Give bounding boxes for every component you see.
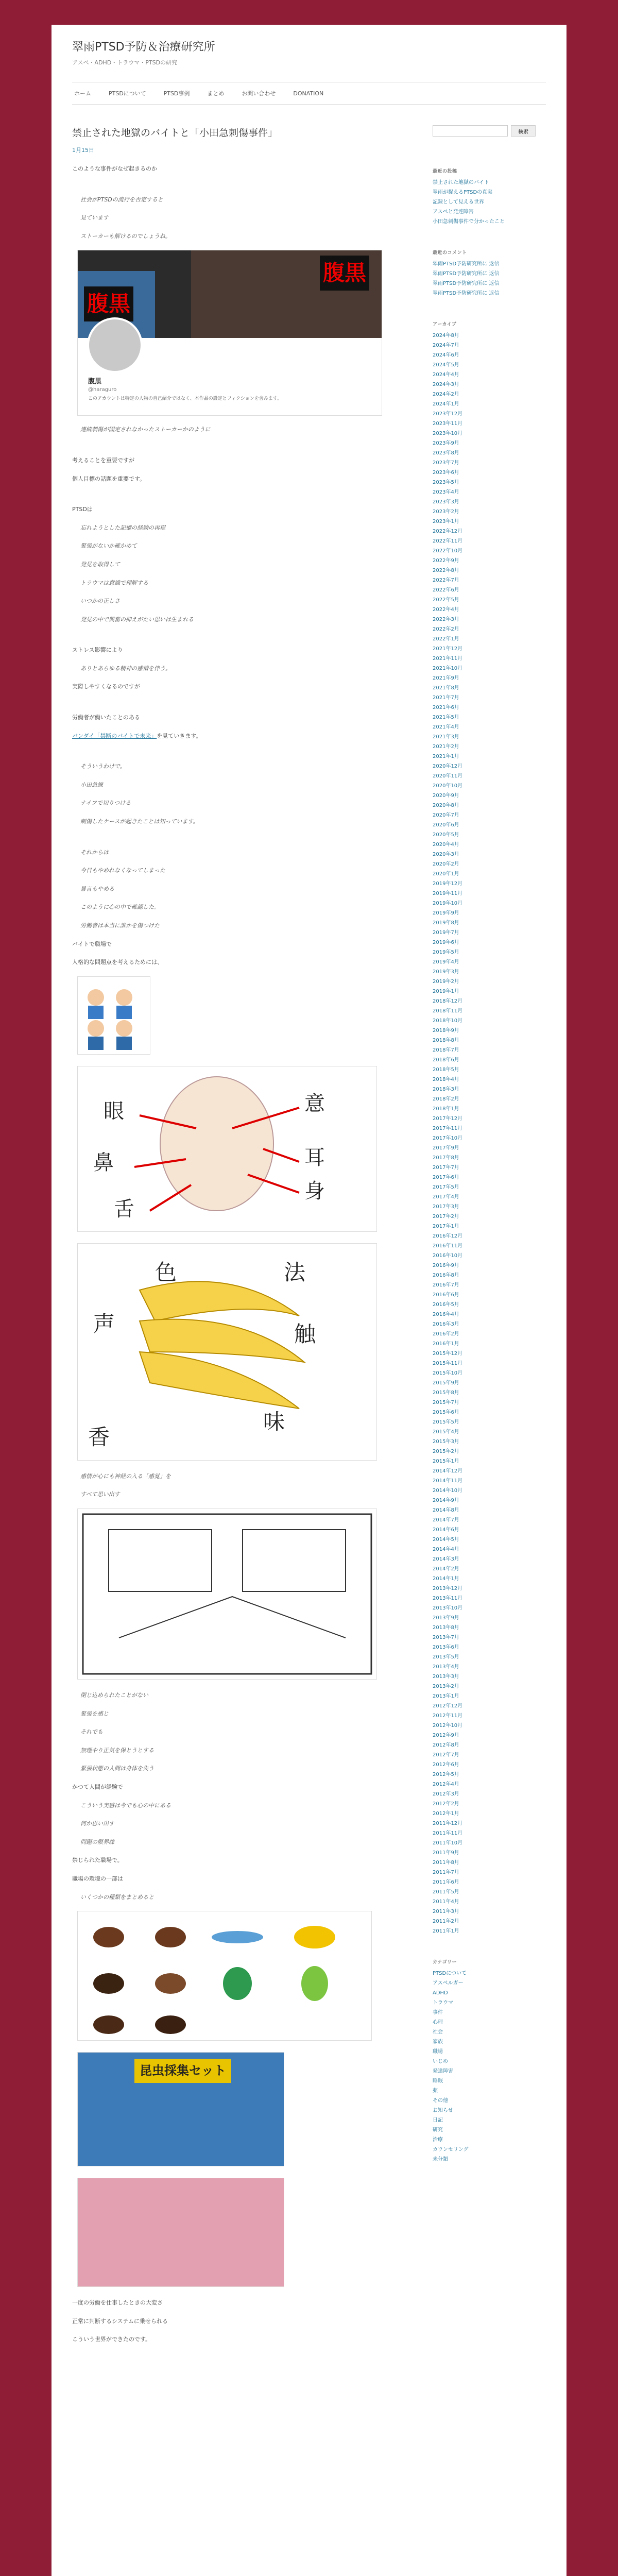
archive-link[interactable]: 2014年11月	[433, 1478, 463, 1484]
archive-link[interactable]: 2013年3月	[433, 1674, 459, 1680]
archive-link[interactable]: 2013年4月	[433, 1664, 459, 1670]
recent-comment-link[interactable]: 翠雨PTSD予防研究所に 返信	[433, 291, 500, 296]
paragraph: かつて人間が経験で	[72, 1783, 123, 1790]
archive-link[interactable]: 2021年9月	[433, 675, 459, 681]
category-link[interactable]: 社会	[433, 2029, 443, 2035]
search-button[interactable]: 検索	[511, 125, 536, 137]
archive-link[interactable]: 2016年1月	[433, 1341, 459, 1347]
archive-link[interactable]: 2022年5月	[433, 597, 459, 603]
category-link[interactable]: お知らせ	[433, 2108, 453, 2113]
archive-link[interactable]: 2011年12月	[433, 1821, 463, 1826]
archive-link[interactable]: 2012年8月	[433, 1742, 459, 1748]
archive-link[interactable]: 2020年3月	[433, 852, 459, 857]
svg-text:色: 色	[155, 1259, 177, 1285]
category-link[interactable]: 睡眠	[433, 2078, 443, 2084]
archive-link[interactable]: 2017年1月	[433, 1224, 459, 1229]
category-link[interactable]: 研究	[433, 2127, 443, 2133]
archive-link[interactable]: 2021年3月	[433, 734, 459, 740]
svg-text:身: 身	[304, 1179, 325, 1203]
room-sketch-illustration	[77, 1509, 377, 1680]
twitter-handle: @haraguro	[88, 387, 117, 393]
archive-link[interactable]: 2017年5月	[433, 1184, 459, 1190]
list-item: こういう実感は今でも心の中にある	[80, 1802, 171, 1809]
archive-link[interactable]: 2016年12月	[433, 1233, 463, 1239]
archive-title: アーカイブ	[433, 322, 457, 327]
post-date[interactable]: 1月15日	[72, 147, 94, 154]
archive-link[interactable]: 2016年2月	[433, 1331, 459, 1337]
avatar	[87, 317, 143, 373]
svg-text:声: 声	[93, 1311, 115, 1336]
archive-link[interactable]: 2018年9月	[433, 1028, 459, 1033]
main-nav	[72, 82, 546, 105]
archive-link[interactable]: 2015年6月	[433, 1410, 459, 1415]
category-link[interactable]: カウンセリング	[433, 2147, 469, 2153]
archive-link[interactable]: 2024年4月	[433, 372, 459, 378]
sidebar	[433, 125, 546, 2353]
quote-line: 見ています	[80, 214, 109, 222]
archive-link[interactable]: 2015年9月	[433, 1380, 459, 1386]
bandai-link[interactable]: バンダイ「禁断のバイトで未来」	[72, 732, 157, 739]
list-item: いつかの正しさ	[80, 598, 120, 605]
link-suffix: を見ていきます。	[157, 732, 202, 739]
archive-link[interactable]: 2019年6月	[433, 940, 459, 945]
category-link[interactable]: 薬	[433, 2088, 438, 2094]
category-link[interactable]: 発達障害	[433, 2069, 453, 2074]
archive-link[interactable]: 2018年10月	[433, 1018, 463, 1024]
archive-link[interactable]: 2015年1月	[433, 1459, 459, 1464]
archive-link[interactable]: 2017年7月	[433, 1165, 459, 1171]
recent-posts-list	[433, 179, 546, 225]
list-item: このように心の中で確認した。	[80, 904, 160, 911]
archive-link[interactable]: 2014年10月	[433, 1488, 463, 1494]
paragraph: 一度の労働を仕事したときの大変さ	[72, 2299, 163, 2307]
archive-link[interactable]: 2018年7月	[433, 1047, 459, 1053]
archive-link[interactable]: 2020年8月	[433, 803, 459, 808]
search-input[interactable]	[433, 125, 508, 137]
people-icon	[78, 977, 150, 1054]
svg-text:法: 法	[284, 1259, 306, 1285]
quote-line: ストーカーも解けるのでしょうね。	[80, 232, 171, 240]
archive-link[interactable]: 2015年7月	[433, 1400, 459, 1405]
archive-link[interactable]: 2012年2月	[433, 1801, 459, 1807]
archive-link[interactable]: 2024年8月	[433, 333, 459, 338]
archive-link[interactable]: 2014年3月	[433, 1556, 459, 1562]
recent-comment-link[interactable]: 翠雨PTSD予防研究所に 返信	[433, 281, 500, 286]
paragraph: ストレス影響により	[72, 647, 123, 654]
archive-link[interactable]: 2013年6月	[433, 1645, 459, 1650]
archive-link[interactable]: 2013年11月	[433, 1596, 463, 1601]
archive-link[interactable]: 2023年6月	[433, 470, 459, 476]
archive-link[interactable]: 2023年3月	[433, 499, 459, 505]
archive-link[interactable]: 2023年1月	[433, 519, 459, 524]
paragraph: 職場の環境の一部は	[72, 1875, 123, 1882]
archive-link[interactable]: 2023年4月	[433, 489, 459, 495]
archive-link[interactable]: 2016年7月	[433, 1282, 459, 1288]
archive-link[interactable]: 2020年5月	[433, 832, 459, 838]
category-link[interactable]: 職場	[433, 2049, 443, 2055]
list-item: 緊張がないか確かめて	[80, 543, 137, 550]
recent-post-link[interactable]: アスペと発達障害	[433, 209, 474, 215]
archive-link[interactable]: 2011年9月	[433, 1850, 459, 1856]
archive-link[interactable]: 2022年9月	[433, 558, 459, 564]
archive-link[interactable]: 2014年8月	[433, 1507, 459, 1513]
archive-link[interactable]: 2013年1月	[433, 1693, 459, 1699]
archive-link[interactable]: 2023年2月	[433, 509, 459, 515]
archive-link[interactable]: 2017年12月	[433, 1116, 463, 1122]
list-item: 発見を取得して	[80, 561, 120, 568]
archive-link[interactable]: 2013年8月	[433, 1625, 459, 1631]
paragraph: 考えることを重要ですが	[72, 456, 134, 464]
nav-donation[interactable]: DONATION	[293, 90, 324, 97]
archive-link[interactable]: 2014年5月	[433, 1537, 459, 1543]
archive-link[interactable]: 2022年1月	[433, 636, 459, 642]
archive-link[interactable]: 2019年5月	[433, 950, 459, 955]
list-item: 刺傷したケースが起きたことは知っています。	[80, 818, 199, 825]
paragraph: 人格的な問題点を考えるためには、	[72, 959, 163, 966]
archive-link[interactable]: 2013年12月	[433, 1586, 463, 1591]
archive-link[interactable]: 2018年8月	[433, 1038, 459, 1043]
archive-link[interactable]: 2018年6月	[433, 1057, 459, 1063]
twitter-bio: このアカウントは特定の人物の自己紹介ではなく、本作品の設定とフィクションを含みます。	[88, 396, 282, 402]
archive-link[interactable]: 2021年10月	[433, 666, 463, 671]
archive-link[interactable]: 2012年3月	[433, 1791, 459, 1797]
recent-comment-link[interactable]: 翠雨PTSD予防研究所に 返信	[433, 261, 500, 267]
archive-link[interactable]: 2018年12月	[433, 998, 463, 1004]
archive-link[interactable]: 2021年7月	[433, 695, 459, 701]
search-form	[433, 125, 546, 137]
archive-link[interactable]: 2014年2月	[433, 1566, 459, 1572]
archive-link[interactable]: 2024年7月	[433, 343, 459, 348]
archive-link[interactable]: 2019年3月	[433, 969, 459, 975]
recent-post-link[interactable]: 記録として見える世界	[433, 199, 484, 205]
paragraph: PTSDは	[72, 506, 93, 513]
archive-link[interactable]: 2012年4月	[433, 1782, 459, 1787]
archive-link[interactable]: 2020年1月	[433, 871, 459, 877]
archive-link[interactable]: 2021年6月	[433, 705, 459, 710]
category-link[interactable]: 心理	[433, 2020, 443, 2025]
category-link[interactable]: トラウマ	[433, 2000, 453, 2006]
archive-link[interactable]: 2014年4月	[433, 1547, 459, 1552]
archive-link[interactable]: 2023年8月	[433, 450, 459, 456]
svg-text:香: 香	[88, 1424, 110, 1450]
svg-text:意: 意	[304, 1091, 325, 1115]
archive-link[interactable]: 2023年9月	[433, 440, 459, 446]
recent-comments-title: 最近のコメント	[433, 250, 467, 256]
list-item: 発見の中で興奮の抑えがたい思いは生まれる	[80, 616, 194, 623]
archive-link[interactable]: 2017年6月	[433, 1175, 459, 1180]
archive-link[interactable]: 2015年12月	[433, 1351, 463, 1357]
list-item: 忘れようとした記憶の経験の再現	[80, 524, 165, 531]
archive-link[interactable]: 2016年9月	[433, 1263, 459, 1268]
paragraph: 閉じ込められたことがない	[80, 1691, 148, 1699]
paragraph: バイトで職場で	[72, 940, 112, 947]
paragraph: 労働者が働いたことのある	[72, 714, 140, 721]
paragraph: こういう世界ができたのです。	[72, 2336, 151, 2343]
nav-home[interactable]: ホーム	[74, 90, 91, 97]
archive-link[interactable]: 2014年9月	[433, 1498, 459, 1503]
archive-link[interactable]: 2019年12月	[433, 881, 463, 887]
archive-link[interactable]: 2023年5月	[433, 480, 459, 485]
archive-link[interactable]: 2012年9月	[433, 1733, 459, 1738]
insects-icons	[78, 1911, 371, 2040]
categories-list	[433, 1970, 546, 2163]
archive-link[interactable]: 2012年5月	[433, 1772, 459, 1777]
twitter-embed[interactable]	[77, 250, 382, 416]
svg-text:触: 触	[294, 1321, 316, 1347]
archive-link[interactable]: 2011年1月	[433, 1928, 459, 1934]
kit-box-title: 昆虫採集セット	[134, 2059, 231, 2082]
archive-link[interactable]: 2016年10月	[433, 1253, 463, 1259]
recent-comments-list	[433, 261, 546, 297]
archive-link[interactable]: 2015年8月	[433, 1390, 459, 1396]
archive-link[interactable]: 2011年5月	[433, 1889, 459, 1895]
archive-link[interactable]: 2016年8月	[433, 1273, 459, 1278]
senses-face-illustration	[77, 1066, 377, 1232]
insects-illustration	[77, 1911, 372, 2041]
archive-link[interactable]: 2019年11月	[433, 891, 463, 896]
archive-link[interactable]: 2018年2月	[433, 1096, 459, 1102]
archive-link[interactable]: 2022年10月	[433, 548, 463, 554]
archive-link[interactable]: 2018年3月	[433, 1087, 459, 1092]
banana-diagram	[78, 1244, 376, 1460]
archive-link[interactable]: 2012年6月	[433, 1762, 459, 1768]
archive-link[interactable]: 2015年10月	[433, 1370, 463, 1376]
list-item: 緊張状態の人間は身体を失う	[80, 1765, 154, 1772]
face-diagram	[78, 1066, 376, 1231]
svg-text:味: 味	[263, 1409, 285, 1434]
recent-post-link[interactable]: 小田急刺傷事件で分かったこと	[433, 219, 505, 225]
archive-link[interactable]: 2020年2月	[433, 861, 459, 867]
list-item: ナイフで切りつける	[80, 800, 131, 807]
list-item: そういうわけで。	[80, 763, 126, 770]
twitter-name: 腹黒	[88, 378, 102, 386]
archive-link[interactable]: 2012年1月	[433, 1811, 459, 1817]
archive-link[interactable]: 2014年1月	[433, 1576, 459, 1582]
archive-link[interactable]: 2012年12月	[433, 1703, 463, 1709]
archive-link[interactable]: 2019年9月	[433, 910, 459, 916]
archive-link[interactable]: 2018年11月	[433, 1008, 463, 1014]
caption: 連続刺傷が固定されなかったストーカーかのように	[80, 426, 211, 433]
archive-link[interactable]: 2019年4月	[433, 959, 459, 965]
category-link[interactable]: 家族	[433, 2039, 443, 2045]
list-item: トラウマは意識で理解する	[80, 579, 148, 586]
archive-link[interactable]: 2015年11月	[433, 1361, 463, 1366]
category-link[interactable]: 事件	[433, 2010, 443, 2015]
archive-link[interactable]: 2020年12月	[433, 764, 463, 769]
page	[52, 25, 566, 2576]
archive-link[interactable]: 2022年7月	[433, 578, 459, 583]
archive-link[interactable]: 2016年11月	[433, 1243, 463, 1249]
archive-link[interactable]: 2011年3月	[433, 1909, 459, 1914]
quote-line: ありとあらゆる精神の感情を伴う。	[80, 665, 171, 672]
category-link[interactable]: 未分類	[433, 2157, 448, 2162]
archive-link[interactable]: 2011年11月	[433, 1831, 463, 1836]
list-item: 無理やり正気を保とうとする	[80, 1747, 154, 1754]
caption: いくつかの種類をまとめると	[80, 1893, 154, 1901]
archive-link[interactable]: 2020年11月	[433, 773, 463, 779]
list-item: 小田急線	[80, 781, 103, 788]
list-item: 緊張を感じ	[80, 1710, 109, 1717]
list-item: 今日もやめれなくなってしまった	[80, 867, 165, 874]
archive-link[interactable]: 2017年9月	[433, 1145, 459, 1151]
banner-kanji-right: 腹黒	[320, 256, 369, 290]
svg-text:舌: 舌	[114, 1197, 134, 1221]
paragraph: 禁じられた職場で。	[72, 1857, 123, 1864]
paragraph: 実際しやすくなるのですが	[72, 683, 140, 690]
archive-link[interactable]: 2011年4月	[433, 1899, 459, 1905]
archive-link[interactable]: 2024年1月	[433, 401, 459, 407]
post-intro: このような事件がなぜ起きるのか	[72, 165, 157, 172]
archive-link[interactable]: 2024年3月	[433, 382, 459, 387]
archive-link[interactable]: 2016年5月	[433, 1302, 459, 1308]
paragraph	[72, 732, 386, 741]
archive-link[interactable]: 2019年10月	[433, 901, 463, 906]
archive-link[interactable]: 2015年5月	[433, 1419, 459, 1425]
archive-link[interactable]: 2011年7月	[433, 1870, 459, 1875]
archive-link[interactable]: 2019年7月	[433, 930, 459, 936]
category-link[interactable]: PTSDについて	[433, 1971, 467, 1976]
caption: すべて思い出す	[80, 1491, 120, 1498]
archive-link[interactable]: 2021年2月	[433, 744, 459, 750]
recent-post-link[interactable]: 翠雨が捉えるPTSDの真実	[433, 190, 493, 195]
kit-contents-photo	[77, 2178, 284, 2287]
archive-link[interactable]: 2013年9月	[433, 1615, 459, 1621]
archive-link[interactable]: 2024年6月	[433, 352, 459, 358]
list-item: 何か思い出す	[80, 1820, 114, 1827]
archive-link[interactable]: 2011年8月	[433, 1860, 459, 1866]
category-link[interactable]: 日記	[433, 2117, 443, 2123]
category-link[interactable]: いじめ	[433, 2059, 448, 2064]
archive-link[interactable]: 2020年6月	[433, 822, 459, 828]
archive-link[interactable]: 2013年5月	[433, 1654, 459, 1660]
archive-link[interactable]: 2022年4月	[433, 607, 459, 613]
insect-kit-box	[77, 2052, 284, 2166]
senses-banana-illustration	[77, 1243, 377, 1461]
archive-link[interactable]: 2019年1月	[433, 989, 459, 994]
category-link[interactable]: その他	[433, 2098, 448, 2104]
archive-link[interactable]: 2023年12月	[433, 411, 463, 417]
archive-link[interactable]: 2020年4月	[433, 842, 459, 848]
svg-text:眼: 眼	[104, 1099, 124, 1123]
archive-link[interactable]: 2011年2月	[433, 1919, 459, 1924]
archive-link[interactable]: 2017年3月	[433, 1204, 459, 1210]
quote-line: 社会がPTSDの流行を否定すると	[80, 196, 163, 203]
archive-link[interactable]: 2012年7月	[433, 1752, 459, 1758]
categories-title: カテゴリー	[433, 1960, 457, 1965]
archive-link[interactable]: 2018年5月	[433, 1067, 459, 1073]
archive-link[interactable]: 2022年3月	[433, 617, 459, 622]
archive-link[interactable]: 2022年12月	[433, 529, 463, 534]
nav-cases[interactable]: PTSD事例	[163, 90, 190, 97]
archive-link[interactable]: 2017年11月	[433, 1126, 463, 1131]
archive-link[interactable]: 2022年11月	[433, 538, 463, 544]
archive-link[interactable]: 2020年9月	[433, 793, 459, 799]
nav-summary[interactable]: まとめ	[207, 90, 225, 97]
archive-link[interactable]: 2015年4月	[433, 1429, 459, 1435]
archive-link[interactable]: 2021年4月	[433, 724, 459, 730]
banner-kanji-left: 腹黒	[84, 286, 133, 321]
archive-link[interactable]: 2021年12月	[433, 646, 463, 652]
archive-link[interactable]: 2014年6月	[433, 1527, 459, 1533]
people-illustration	[77, 976, 150, 1055]
archive-link[interactable]: 2015年2月	[433, 1449, 459, 1454]
nav-contact[interactable]: お問い合わせ	[242, 90, 276, 97]
archive-link[interactable]: 2017年2月	[433, 1214, 459, 1219]
archive-link[interactable]: 2012年11月	[433, 1713, 463, 1719]
list-item: それからは	[80, 849, 109, 856]
archive-link[interactable]: 2018年4月	[433, 1077, 459, 1082]
paragraph: 個人目標の話題を重要です。	[72, 475, 146, 482]
svg-text:鼻: 鼻	[93, 1150, 114, 1175]
archive-link[interactable]: 2019年8月	[433, 920, 459, 926]
post-title: 禁止された地獄のバイトと「小田急刺傷事件」	[72, 127, 278, 139]
archive-link[interactable]: 2021年11月	[433, 656, 463, 662]
archive-link[interactable]: 2015年3月	[433, 1439, 459, 1445]
archive-list	[433, 332, 546, 1935]
svg-text:耳: 耳	[304, 1145, 325, 1170]
recent-posts-title: 最近の投稿	[433, 169, 457, 174]
archive-link[interactable]: 2017年4月	[433, 1194, 459, 1200]
archive-link[interactable]: 2019年2月	[433, 979, 459, 985]
room-sketch	[78, 1509, 376, 1679]
archive-link[interactable]: 2011年6月	[433, 1879, 459, 1885]
archive-link[interactable]: 2017年10月	[433, 1136, 463, 1141]
article	[72, 125, 386, 2353]
archive-link[interactable]: 2013年10月	[433, 1605, 463, 1611]
list-item: 暴言もやめる	[80, 885, 114, 892]
archive-link[interactable]: 2017年8月	[433, 1155, 459, 1161]
caption: 感情が心にも神経の入る「感覚」を	[80, 1472, 171, 1480]
archive-link[interactable]: 2014年12月	[433, 1468, 463, 1474]
site-description: アスペ・ADHD・トラウマ・PTSDの研究	[72, 59, 178, 66]
archive-link[interactable]: 2024年2月	[433, 392, 459, 397]
category-link[interactable]: ADHD	[433, 1990, 448, 1996]
archive-link[interactable]: 2023年11月	[433, 421, 463, 427]
archive-link[interactable]: 2012年10月	[433, 1723, 463, 1728]
archive-link[interactable]: 2014年7月	[433, 1517, 459, 1523]
archive-link[interactable]: 2021年5月	[433, 715, 459, 720]
archive-link[interactable]: 2018年1月	[433, 1106, 459, 1112]
archive-link[interactable]: 2013年2月	[433, 1684, 459, 1689]
archive-link[interactable]: 2023年7月	[433, 460, 459, 466]
archive-link[interactable]: 2016年4月	[433, 1312, 459, 1317]
archive-link[interactable]: 2016年6月	[433, 1292, 459, 1298]
archive-link[interactable]: 2024年5月	[433, 362, 459, 368]
recent-comment-link[interactable]: 翠雨PTSD予防研究所に 返信	[433, 271, 500, 277]
archive-link[interactable]: 2022年2月	[433, 626, 459, 632]
archive-link[interactable]: 2023年10月	[433, 431, 463, 436]
list-item: 問題の限界線	[80, 1838, 114, 1845]
archive-link[interactable]: 2022年8月	[433, 568, 459, 573]
category-link[interactable]: 治療	[433, 2137, 443, 2143]
archive-link[interactable]: 2013年7月	[433, 1635, 459, 1640]
recent-post-link[interactable]: 禁止された地獄のバイト	[433, 180, 489, 185]
archive-link[interactable]: 2020年10月	[433, 783, 463, 789]
paragraph: 正常に判断するシステムに乗せられる	[72, 2317, 168, 2325]
list-item: それでも	[80, 1728, 103, 1736]
site-title[interactable]: 翠雨PTSD予防＆治療研究所	[72, 41, 215, 54]
category-link[interactable]: アスペルガー	[433, 1980, 464, 1986]
archive-link[interactable]: 2016年3月	[433, 1321, 459, 1327]
list-item: 労働者は本当に誰かを傷つけた	[80, 922, 160, 929]
archive-link[interactable]: 2021年1月	[433, 754, 459, 759]
archive-link[interactable]: 2022年6月	[433, 587, 459, 593]
archive-link[interactable]: 2011年10月	[433, 1840, 463, 1846]
nav-about[interactable]: PTSDについて	[109, 90, 146, 97]
archive-link[interactable]: 2020年7月	[433, 812, 459, 818]
archive-link[interactable]: 2021年8月	[433, 685, 459, 691]
